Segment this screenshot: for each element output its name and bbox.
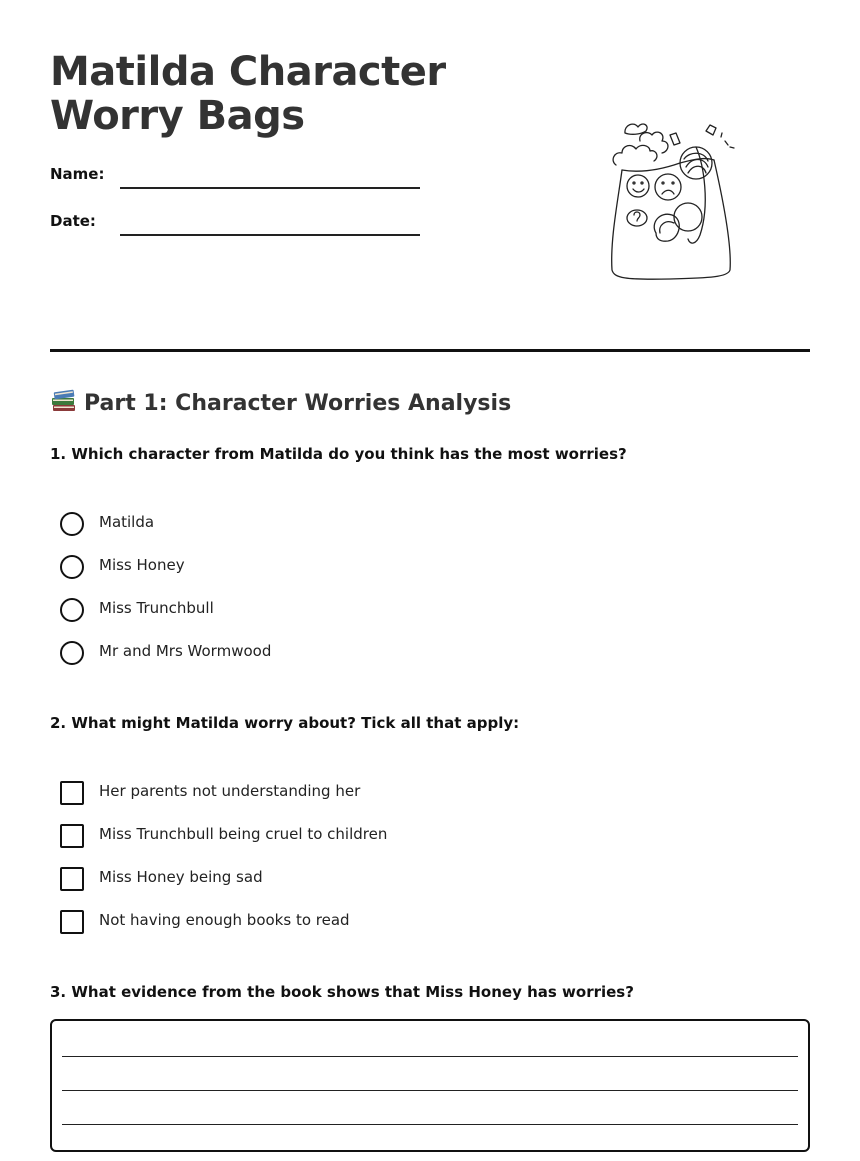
part1-heading [50,386,511,416]
checkbox[interactable] [60,867,84,891]
option-label: Mr and Mrs Wormwood [99,642,272,660]
option-label: Not having enough books to read [99,911,350,929]
option-label: Miss Trunchbull being cruel to children [99,825,388,843]
q1-option-wormwoods[interactable] [60,640,560,666]
radio-button[interactable] [60,512,84,536]
page-title [50,50,470,138]
q2-option-honey-sad[interactable] [60,866,560,892]
option-label: Her parents not understanding her [99,782,361,800]
q3-answer-box[interactable] [50,1019,810,1152]
question-3: 3. What evidence from the book shows that Miss Honey has worries? [50,983,634,1001]
checkbox[interactable] [60,910,84,934]
q2-option-parents[interactable] [60,780,560,806]
question-2: 2. What might Matilda worry about? Tick all that apply: [50,714,520,732]
name-input-line[interactable] [120,187,420,189]
section-divider [50,349,810,352]
option-label: Matilda [99,513,155,531]
option-label: Miss Honey [99,556,185,574]
title-line-1: Matilda Character [50,49,446,95]
radio-button[interactable] [60,641,84,665]
q2-option-trunchbull-cruel[interactable] [60,823,560,849]
name-field [50,165,420,195]
part1-heading-text: Part 1: Character Worries Analysis [84,391,512,416]
answer-line[interactable] [62,1090,798,1091]
title-line-2: Worry Bags [50,93,305,139]
checkbox[interactable] [60,781,84,805]
question-1: 1. Which character from Matilda do you think has the most worries? [50,445,627,463]
answer-line[interactable] [62,1124,798,1125]
date-label: Date: [50,212,96,230]
books-icon [50,386,78,414]
q2-option-books[interactable] [60,909,560,935]
q1-option-miss-honey[interactable] [60,554,560,580]
answer-line[interactable] [62,1056,798,1057]
name-label: Name: [50,165,105,183]
checkbox[interactable] [60,824,84,848]
q1-option-miss-trunchbull[interactable] [60,597,560,623]
radio-button[interactable] [60,598,84,622]
date-field [50,212,420,242]
option-label: Miss Honey being sad [99,868,263,886]
option-label: Miss Trunchbull [99,599,214,617]
worry-bag-illustration-icon [600,115,745,285]
date-input-line[interactable] [120,234,420,236]
radio-button[interactable] [60,555,84,579]
q1-option-matilda[interactable] [60,511,560,537]
